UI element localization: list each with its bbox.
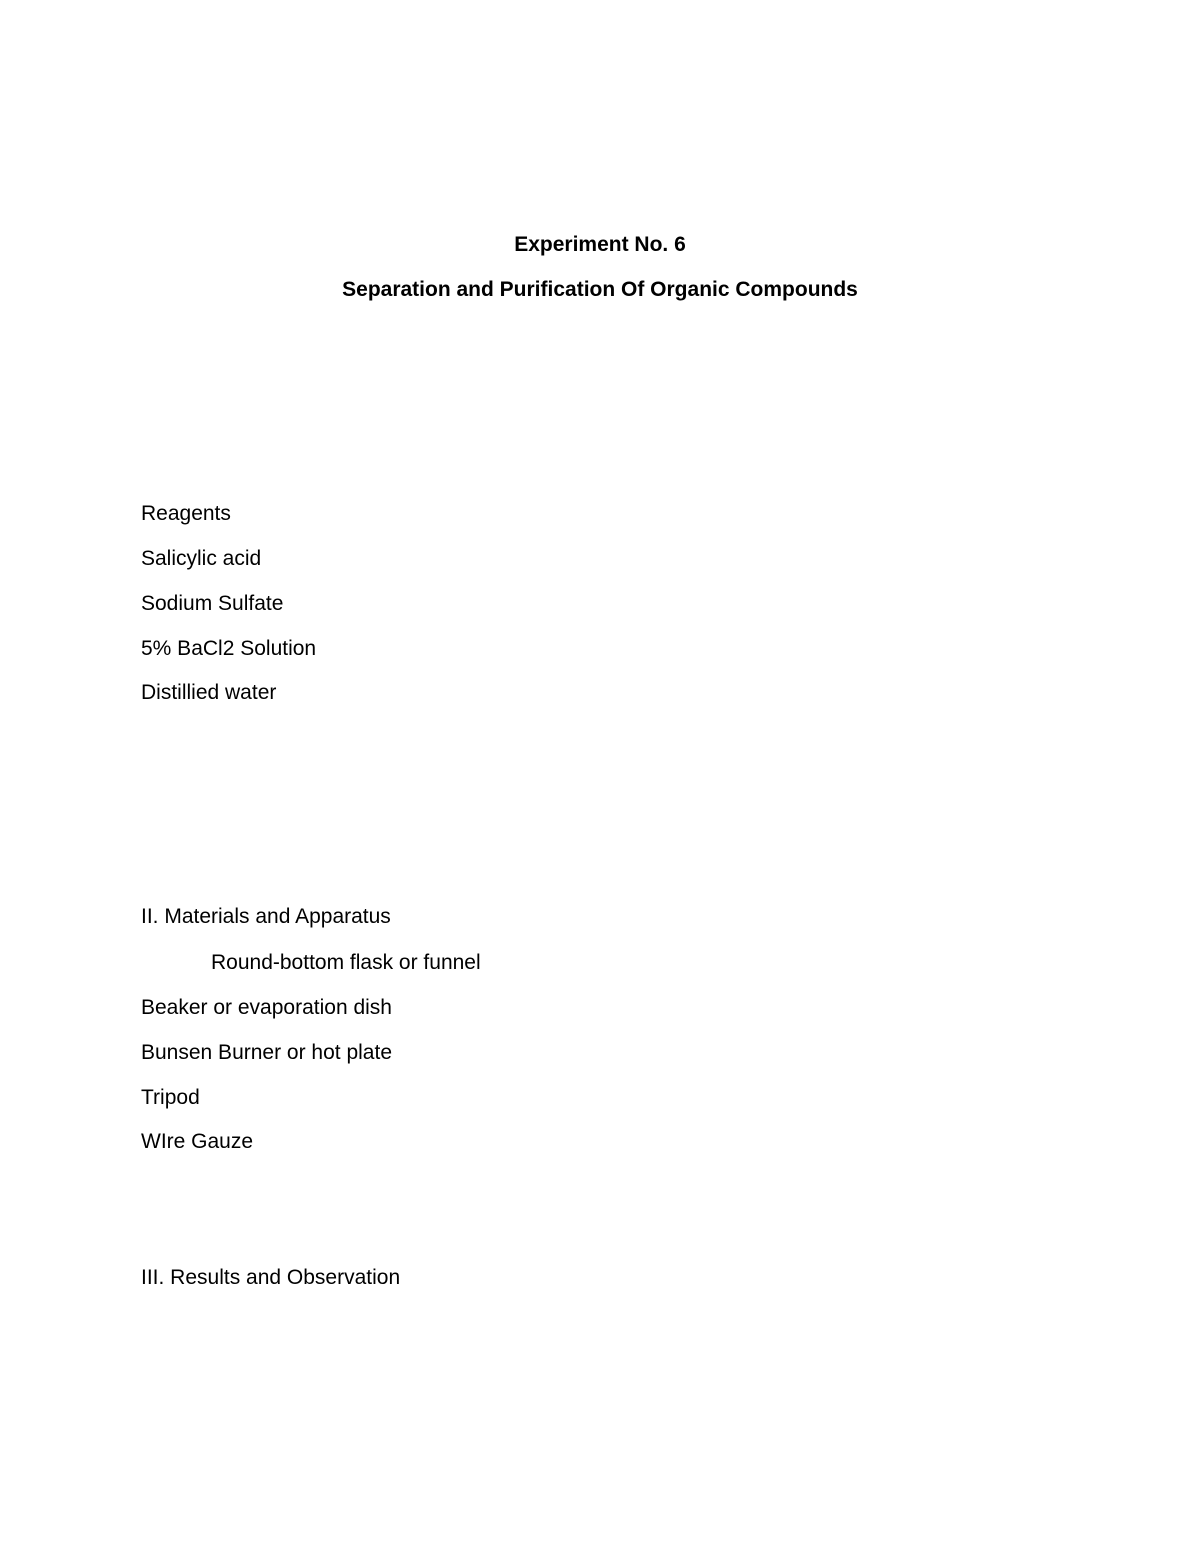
experiment-title: Experiment No. 6 [514,233,686,256]
material-item: WIre Gauze [141,1130,254,1153]
materials-heading: II. Materials and Apparatus [141,905,391,928]
material-item: Bunsen Burner or hot plate [141,1041,392,1064]
material-item: Tripod [141,1086,200,1109]
experiment-subtitle: Separation and Purification Of Organic Compounds [342,278,858,301]
reagents-heading: Reagents [141,502,231,525]
reagent-item: 5% BaCl2 Solution [141,637,317,660]
results-heading: III. Results and Observation [141,1266,401,1289]
material-item: Beaker or evaporation dish [141,996,392,1019]
reagent-item: Distillied water [141,681,277,704]
reagent-item: Salicylic acid [141,547,262,570]
material-item: Round-bottom flask or funnel [211,951,481,974]
reagent-item: Sodium Sulfate [141,592,284,615]
